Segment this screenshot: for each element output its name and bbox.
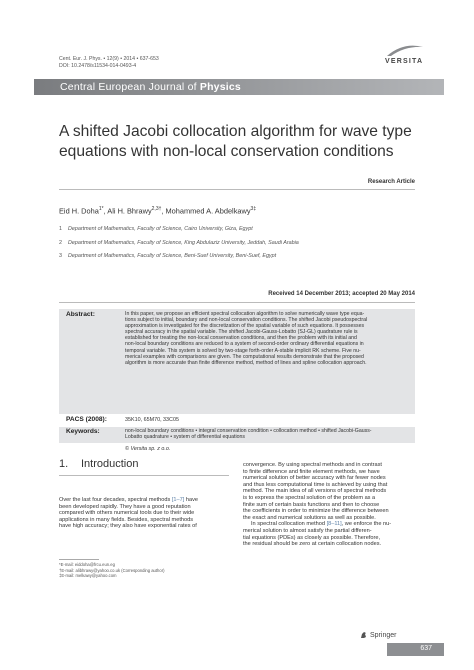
- article-title: A shifted Jacobi collocation algorithm for wave type equations with non-local conservation conditions: [59, 123, 412, 160]
- body-line: numerical solution of better accuracy with far fewer nodes: [243, 475, 386, 482]
- body-line: finite sum of certain basis functions and then to choose: [243, 501, 380, 508]
- body-line: In spectral collocation method [8–11], we enforce the nu-: [251, 521, 392, 528]
- footnotes: [59, 562, 165, 579]
- divider: [59, 189, 415, 190]
- abstract-line: In this paper, we propose an efficient spectral collocation algorithm to solve numerically wave type equa-: [125, 311, 365, 317]
- body-line: merical solution to almost satisfy the partial differen-: [243, 527, 372, 534]
- footnote-divider: [59, 559, 99, 560]
- citation-line: Cent. Eur. J. Phys. • 12(9) • 2014 • 637-653: [59, 56, 159, 62]
- affiliation: 3 Department of Mathematics, Faculty of Science, Beni-Suef University, Beni-Suef, Egypt: [59, 253, 277, 259]
- body-line: is to express the spectral solution of the problem as a: [243, 494, 376, 501]
- journal-banner: [34, 79, 444, 95]
- abstract-line: non-local boundary conditions are reduced to a system of second-order ordinary differential equations in: [125, 341, 364, 348]
- body-line: to finite difference and finite element methods, we have: [243, 468, 380, 475]
- author-name: Mohammed A. Abdelkawy: [165, 206, 251, 216]
- page-number: 637: [420, 645, 432, 652]
- publisher-name: Springer: [370, 631, 397, 639]
- keywords-label: Keywords:: [66, 428, 100, 435]
- author-name: Ali H. Bhrawy: [107, 206, 152, 216]
- body-line: applications in many fields. Besides, spectral methods: [59, 516, 194, 523]
- body-column-left: [59, 497, 229, 530]
- section-title: Introduction: [81, 458, 139, 470]
- copyright-notice: © Versita sp. z o.o.: [125, 446, 171, 452]
- author-mark: 3‡: [250, 206, 257, 212]
- pacs-value: 35K10, 65M70, 33C05: [125, 417, 179, 423]
- publisher-logo-text: VERSITA: [385, 58, 424, 65]
- swoosh-icon: [385, 44, 425, 58]
- article-type: Research Article: [367, 179, 415, 185]
- section-heading: [59, 458, 138, 470]
- section-number: 1.: [59, 458, 69, 470]
- springer-horse-icon: [360, 631, 368, 639]
- citation-block: [59, 56, 159, 70]
- footnote: ‡E-mail: melkawy@yahoo.com: [59, 573, 117, 579]
- author-mark: 1*: [98, 206, 104, 212]
- divider: [59, 475, 229, 476]
- received-dates: Received 14 December 2013; accepted 20 May 2014: [268, 291, 415, 297]
- divider: [59, 302, 415, 303]
- author-list: Eid H. Doha$^{1*}$, Ali H. Bhrawy$^{2,3\dagger}$, Mohammed A. Abdelkawy$^{3\ddagger}$: [59, 206, 257, 216]
- springer-logo: [360, 631, 396, 639]
- body-line: method. The main idea of all versions of spectral methods: [243, 488, 387, 495]
- body-column-right: [243, 462, 415, 548]
- abstract-line: temporal variable. This system is solved by two-stage forth-order A-stable implicit RK scheme. Five nu-: [125, 347, 361, 354]
- abstract-text: [125, 311, 413, 366]
- body-line: tial equations (PDEs) as closely as possible. Therefore,: [243, 534, 381, 541]
- body-line: the coefficients in order to minimize the difference between: [243, 508, 389, 515]
- abstract-line: approximation is investigated for the discretization of the spatial variable of such equations. It possesses: [125, 323, 365, 330]
- body-line: and thus less computational time is achieved by using that: [243, 481, 388, 488]
- abstract-line: established for treating the non-local conservation conditions, and then the problem with its initial and: [125, 335, 357, 342]
- author-mark: 2,3†: [151, 206, 162, 212]
- body-line: Over the last four decades, spectral methods [1–7] have: [59, 497, 199, 503]
- body-line: convergence. By using spectral methods and in contrast: [243, 462, 382, 468]
- body-line: have high accuracy; they also have exponential rates of: [59, 523, 197, 530]
- keywords-value: non-local boundary conditions • integral conservation condition • collocation method • shifted Jacobi-Gauss- Lobatto quadrature • system of differential equations: [125, 428, 372, 441]
- author-name: Eid H. Doha: [59, 206, 99, 216]
- affiliation: 1 Department of Mathematics, Faculty of Science, Cairo University, Giza, Egypt: [59, 226, 253, 232]
- abstract-line: merical examples with comparisons are given. The computational results demonstrate that the proposed: [125, 353, 364, 360]
- journal-name: Central European Journal of Physics: [60, 81, 241, 93]
- pacs-label: PACS (2008):: [66, 416, 107, 423]
- footnote: †E-mail: alibhrawy@yahoo.co.uk (Corresponding author): [59, 567, 165, 573]
- affiliation: 2 Department of Mathematics, Faculty of Science, King Abdulaziz University, Jeddah, Saudi Arabia: [59, 240, 299, 246]
- abstract-label: Abstract:: [66, 311, 95, 318]
- page-number-tab: [387, 643, 444, 656]
- footnote: *E-mail: eiddoha@frcu.eun.eg: [59, 562, 115, 567]
- body-line: the exact and numerical solutions as well as possible.: [243, 514, 376, 521]
- body-line: the residual should be zero at certain collocation nodes.: [243, 541, 382, 548]
- body-line: been developed rapidly. They have a good reputation: [59, 503, 191, 510]
- doi-line: DOI: 10.2478/s11534-014-0493-4: [59, 63, 137, 69]
- citation-link[interactable]: [8–11]: [326, 521, 342, 528]
- versita-logo: [363, 44, 425, 68]
- abstract-line: tions subject to initial, boundary and non-local conservation conditions. The shifted Jacobi pseudospectral: [125, 317, 368, 324]
- body-line: compared with others numerical tools due to their wide: [59, 510, 195, 517]
- abstract-line: spectral accuracy in the spatial variable. The shifted Jacobi-Gauss-Lobatto (SJ-GL) quadrature rule is: [125, 329, 358, 336]
- citation-link[interactable]: [1–7]: [171, 497, 185, 503]
- abstract-line: algorithm is more accurate than finite difference method, method of lines and spline collocation approach.: [125, 359, 367, 366]
